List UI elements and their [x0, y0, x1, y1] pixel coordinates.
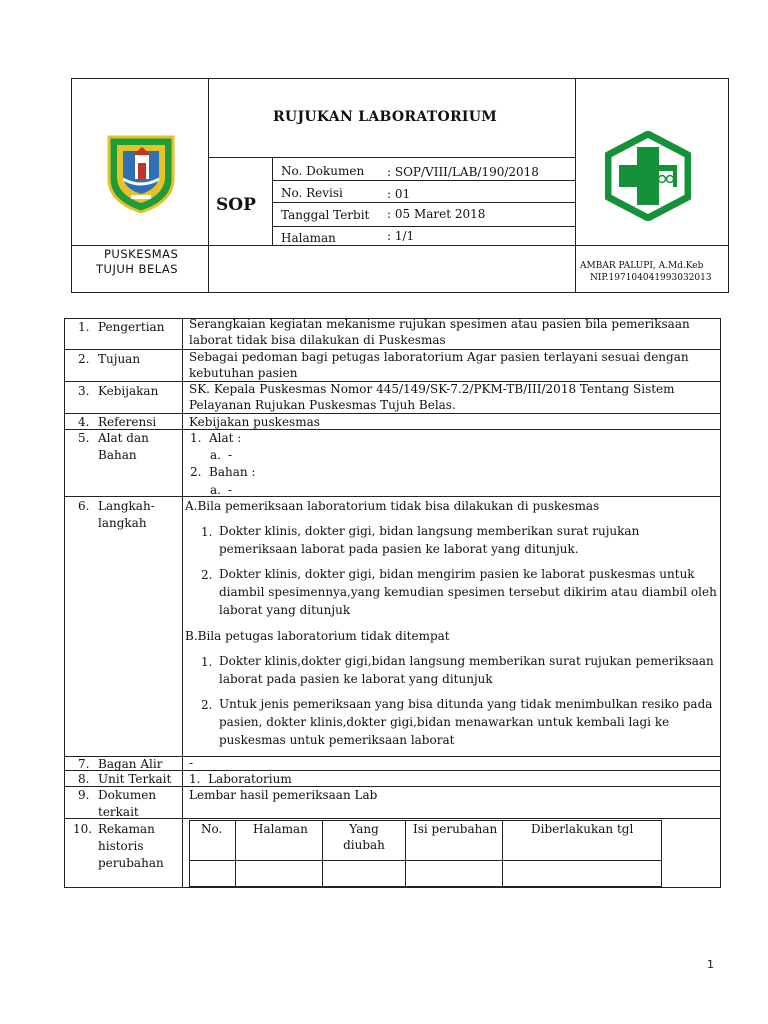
b-item-num: 1.: [201, 655, 213, 669]
bahan-a-marker: a.: [210, 483, 221, 497]
alat-a-marker: a.: [210, 448, 221, 462]
row-label-langkah-line1: Langkah-: [98, 499, 155, 513]
regional-seal-logo: [103, 133, 179, 213]
section-b-heading: B.Bila petugas laboratorium tidak ditempat: [185, 629, 450, 643]
org-name-line2: TUJUH BELAS: [96, 262, 179, 276]
row-num: 10.: [73, 822, 93, 836]
b-item-text: Dokter klinis,dokter gigi,bidan langsung memberikan surat rujukan pemeriksaan laborat pada pasien ke laborat yang ditunjuk: [219, 654, 714, 686]
row-text-kebijakan: SK. Kepala Puskesmas Nomor 445/149/SK-7.2/PKM-TB/III/2018 Tentang Sistem Pelayanan Rujukan Puskesmas Tujuh Belas.: [189, 382, 675, 412]
revision-header-isi-perubahan: Isi perubahan: [413, 822, 498, 836]
row-num: 3.: [78, 384, 90, 398]
row-text-pengertian: Serangkaian kegiatan mekanisme rujukan spesimen atau pasien bila pemeriksaan laborat tidak bisa dilakukan di Puskesmas: [189, 317, 690, 347]
section-a-heading: A.Bila pemeriksaan laboratorium tidak bisa dilakukan di puskesmas: [185, 499, 600, 513]
row-text-tujuan: Sebagai pedoman bagi petugas laboratorium Agar pasien terlayani sesuai dengan kebutuhan pasien: [189, 350, 689, 380]
sop-label: SOP: [216, 195, 256, 215]
row-num: 6.: [78, 499, 90, 513]
org-name-line1: PUSKESMAS: [104, 247, 179, 261]
page-number: 1: [707, 958, 714, 971]
revision-header-halaman: Halaman: [253, 822, 308, 836]
meta-value-no-revisi: : 01: [387, 187, 411, 201]
row-num: 1.: [78, 320, 90, 334]
row-label-kebijakan: Kebijakan: [98, 384, 159, 398]
row-label-bagan: Bagan Alir: [98, 757, 163, 771]
row-label-tujuan: Tujuan: [98, 352, 141, 366]
row-label-langkah-line2: langkah: [98, 516, 147, 530]
row-label-pengertian: Pengertian: [98, 320, 165, 334]
revision-header-diberlakukan: Diberlakukan tgl: [531, 822, 634, 836]
row-num: 7.: [78, 757, 90, 771]
bahan-a-value: -: [228, 483, 233, 497]
row-label-unit: Unit Terkait: [98, 772, 172, 786]
revision-header-yang-diubah: Yang diubah: [343, 822, 385, 852]
signer-nip: NIP.197104041993032013: [590, 273, 712, 283]
row-label-dokumen-line1: Dokumen: [98, 788, 157, 802]
b-item-num: 2.: [201, 698, 213, 712]
alat-a-value: -: [228, 448, 233, 462]
a-item-num: 2.: [201, 568, 213, 582]
bahan-num: 2.: [190, 465, 202, 479]
meta-value-no-dokumen: : SOP/VIII/LAB/190/2018: [387, 165, 539, 179]
row-label-rekaman-line3: perubahan: [98, 856, 164, 870]
meta-value-halaman: : 1/1: [387, 229, 415, 243]
a-item-text: Dokter klinis, dokter gigi, bidan langsung memberikan surat rujukan pemeriksaan laborat pada pasien ke laborat yang ditunjuk.: [219, 524, 640, 556]
a-item-text: Dokter klinis, dokter gigi, bidan mengirim pasien ke laborat puskesmas untuk diambil spesimennya,yang kemudian spesimen tersebut dikirim atau diambil oleh laborat yang ditunjuk: [219, 567, 717, 617]
bahan-label: Bahan :: [209, 465, 256, 479]
row-label-alat-line2: Bahan: [98, 448, 137, 462]
a-item-num: 1.: [201, 525, 213, 539]
row-num: 9.: [78, 788, 90, 802]
row-label-referensi: Referensi: [98, 415, 157, 429]
alat-label: Alat :: [209, 431, 242, 445]
meta-label-halaman: Halaman: [281, 231, 336, 245]
signer-name: AMBAR PALUPI, A.Md.Keb: [580, 261, 704, 271]
row-num: 4.: [78, 415, 90, 429]
row-num: 2.: [78, 352, 90, 366]
meta-label-tanggal-terbit: Tanggal Terbit: [281, 208, 370, 222]
row-text-dokumen: Lembar hasil pemeriksaan Lab: [189, 788, 378, 802]
puskesmas-logo: [605, 131, 691, 221]
row-label-rekaman-line2: historis: [98, 839, 144, 853]
row-text-referensi: Kebijakan puskesmas: [189, 415, 320, 429]
meta-value-tanggal-terbit: : 05 Maret 2018: [387, 207, 486, 221]
row-label-alat-line1: Alat dan: [98, 431, 149, 445]
revision-header-no: No.: [201, 822, 223, 836]
row-text-unit: 1. Laboratorium: [189, 772, 292, 786]
meta-label-no-dokumen: No. Dokumen: [281, 164, 365, 178]
row-label-dokumen-line2: terkait: [98, 805, 139, 819]
row-num: 5.: [78, 431, 90, 445]
row-num: 8.: [78, 772, 90, 786]
row-label-rekaman-line1: Rekaman: [98, 822, 155, 836]
b-item-text: Untuk jenis pemeriksaan yang bisa ditunda yang tidak menimbulkan resiko pada pasien, dokter klinis,dokter gigi,bidan menawarkan untuk kembali lagi ke puskesmas untuk pemeriksaan laborat: [219, 697, 713, 747]
meta-label-no-revisi: No. Revisi: [281, 186, 343, 200]
alat-num: 1.: [190, 431, 202, 445]
document-title: RUJUKAN LABORATORIUM: [273, 109, 498, 125]
row-text-bagan: -: [189, 756, 194, 770]
